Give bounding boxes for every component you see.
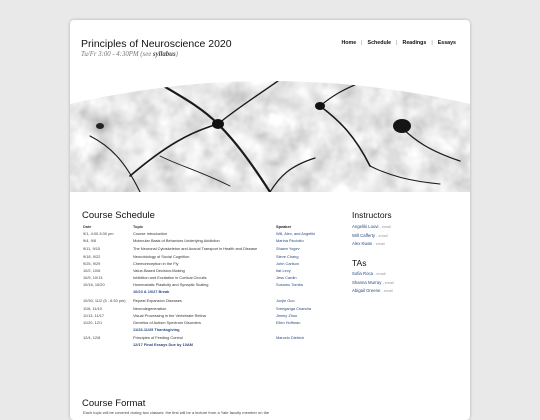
table-row bbox=[83, 296, 328, 305]
table-cell-topic: Genetics of Autism Spectrum Disorders bbox=[133, 319, 201, 325]
table-cell-topic: Neurodegeneration bbox=[133, 305, 167, 311]
table-cell-date: 9/4, 9/8 bbox=[83, 237, 96, 243]
person-item bbox=[352, 241, 391, 250]
separator: - bbox=[380, 289, 384, 293]
email-link[interactable]: email bbox=[383, 289, 393, 293]
person-item bbox=[352, 224, 391, 233]
column-header-topic: Topic bbox=[133, 223, 144, 229]
table-note-row bbox=[83, 288, 328, 296]
table-note-row bbox=[83, 326, 328, 334]
person-name: Angeliki Louvi bbox=[352, 224, 379, 229]
table-note: 10/23 & 10/27 Break bbox=[133, 289, 170, 294]
column-header-date: Date bbox=[83, 223, 92, 229]
table-cell-topic: Repeat Expansion Diseases bbox=[133, 297, 182, 303]
nav-separator: | bbox=[396, 40, 398, 46]
nav-readings[interactable]: Readings bbox=[402, 40, 427, 46]
table-cell-date: 11/6, 11/10 bbox=[83, 305, 102, 311]
table-cell-topic: Course Introduction bbox=[133, 230, 167, 236]
table-cell-date: 11/13, 11/17 bbox=[83, 312, 105, 318]
person-name: Alex Kwan bbox=[352, 241, 373, 246]
person-name: Shanna Murray bbox=[352, 279, 382, 285]
table-cell-topic: Neurobiology of Social Cognition bbox=[133, 253, 190, 259]
table-row bbox=[83, 281, 328, 288]
table-cell-speaker[interactable]: Jimmy Zhou bbox=[276, 312, 298, 318]
table-cell-speaker[interactable]: Ellen Hoffman bbox=[276, 319, 301, 325]
table-cell-speaker[interactable]: John Carlson bbox=[276, 260, 299, 266]
schedule-table bbox=[83, 223, 328, 349]
person-name: Will Cafferty bbox=[352, 232, 376, 238]
table-cell-date: 11/20, 12/1 bbox=[83, 319, 103, 325]
table-row bbox=[83, 260, 328, 267]
nav-separator: | bbox=[431, 40, 433, 46]
table-note-row bbox=[83, 341, 328, 349]
table-cell-speaker[interactable]: Steve Chang bbox=[276, 253, 299, 259]
table-note: 11/23-11/29 Thanksgiving bbox=[133, 327, 180, 332]
table-row bbox=[83, 244, 328, 253]
table-cell-date: 10/2, 10/6 bbox=[83, 267, 101, 273]
column-header-speaker: Speaker bbox=[276, 223, 292, 229]
table-row bbox=[83, 267, 328, 274]
instructors-heading: Instructors bbox=[352, 210, 392, 220]
nav-schedule[interactable]: Schedule bbox=[367, 40, 392, 46]
table-cell-date: 10/30, 11/2 (5 - 6:30 pm) bbox=[83, 297, 126, 303]
table-row bbox=[83, 319, 328, 326]
email-link[interactable]: email bbox=[381, 225, 391, 229]
site-subtitle: Tu/Fr 3:00 - 4:30PM (see syllabus) bbox=[81, 51, 178, 58]
person-item bbox=[352, 233, 391, 242]
nav-separator: | bbox=[361, 40, 363, 46]
person-name: Abigail Greene bbox=[352, 288, 381, 293]
table-cell-speaker[interactable]: Jess Cardin bbox=[276, 274, 297, 280]
person-item bbox=[352, 288, 394, 297]
nav-essays[interactable]: Essays bbox=[437, 40, 456, 46]
main-nav bbox=[341, 40, 456, 46]
separator: - bbox=[372, 242, 376, 246]
neuron-banner-image bbox=[70, 66, 470, 192]
table-note: 12/17 Final Essays Due by 10AM bbox=[133, 342, 193, 347]
table-cell-speaker[interactable]: Junjie Guo bbox=[276, 297, 295, 303]
person-item bbox=[352, 271, 394, 280]
table-cell-speaker[interactable]: Ifat Levy bbox=[276, 267, 291, 273]
separator: - bbox=[375, 233, 379, 238]
table-cell-date: 9/1, 4:00-5:30 pm bbox=[83, 230, 114, 236]
tas-heading: TAs bbox=[352, 258, 367, 268]
table-header-row bbox=[83, 223, 328, 230]
site-title: Principles of Neuroscience 2020 bbox=[81, 38, 232, 50]
table-cell-date: 10/9, 10/13 bbox=[83, 274, 103, 280]
instructors-list bbox=[352, 224, 391, 250]
separator: - bbox=[378, 225, 382, 229]
table-row bbox=[83, 230, 328, 237]
schedule-heading: Course Schedule bbox=[82, 210, 155, 221]
table-cell-date: 9/11, 9/15 bbox=[83, 245, 101, 251]
table-row bbox=[83, 312, 328, 319]
table-cell-speaker[interactable]: Marina Picciotto bbox=[276, 237, 304, 243]
page-card bbox=[70, 20, 470, 420]
email-link[interactable]: email bbox=[375, 242, 385, 246]
table-cell-topic: Principles of Feeding Control bbox=[133, 334, 183, 340]
table-cell-date: 10/16, 10/20 bbox=[83, 281, 105, 287]
table-cell-topic: Value-Based Decision-Making bbox=[133, 267, 185, 273]
table-row bbox=[83, 253, 328, 260]
email-link[interactable]: email bbox=[378, 233, 388, 238]
table-row bbox=[83, 305, 328, 312]
person-name: Sofia Roca bbox=[352, 271, 374, 276]
table-cell-topic: Molecular Basis of Behaviors Underlying Addiction bbox=[133, 237, 220, 243]
table-cell-topic: Inhibition and Excitation in Cortical Circuits bbox=[133, 274, 207, 280]
table-row bbox=[83, 334, 328, 341]
table-cell-speaker[interactable]: Sreeganga Chandra bbox=[276, 305, 312, 311]
email-link[interactable]: email bbox=[376, 272, 386, 276]
table-cell-speaker[interactable]: Shawn Yogev bbox=[276, 245, 300, 251]
table-cell-topic: Visual Processing in the Vertebrate Retina bbox=[133, 312, 206, 318]
table-cell-topic: The Neuronal Cytoskeleton and Axonal Transport in Health and Disease bbox=[133, 245, 258, 251]
email-link[interactable]: email bbox=[384, 280, 394, 285]
table-cell-topic: Homeostatic Plasticity and Synaptic Scaling bbox=[133, 281, 209, 287]
tas-list bbox=[352, 271, 394, 297]
nav-home[interactable]: Home bbox=[341, 40, 357, 46]
table-cell-speaker[interactable]: Marcelo Dietrich bbox=[276, 334, 305, 340]
format-heading: Course Format bbox=[82, 398, 146, 409]
syllabus-link[interactable]: syllabus bbox=[152, 51, 176, 58]
separator: - bbox=[373, 272, 377, 276]
table-cell-date: 9/18, 9/22 bbox=[83, 253, 101, 259]
table-row bbox=[83, 274, 328, 281]
table-cell-date: 12/4, 12/8 bbox=[83, 334, 101, 340]
person-item bbox=[352, 280, 394, 289]
table-cell-topic: Chemoreception in the Fly bbox=[133, 260, 179, 266]
table-cell-date: 9/25, 9/29 bbox=[83, 260, 101, 266]
table-cell-speaker[interactable]: Susumu Tomita bbox=[276, 281, 303, 287]
table-cell-speaker[interactable]: Will, Alex, and Angeliki bbox=[276, 230, 315, 236]
table-row bbox=[83, 237, 328, 244]
format-paragraph: Each topic will be covered during two classes: the first will be a lecture from a Yale faculty member on the bbox=[83, 410, 270, 415]
separator: - bbox=[381, 280, 385, 285]
